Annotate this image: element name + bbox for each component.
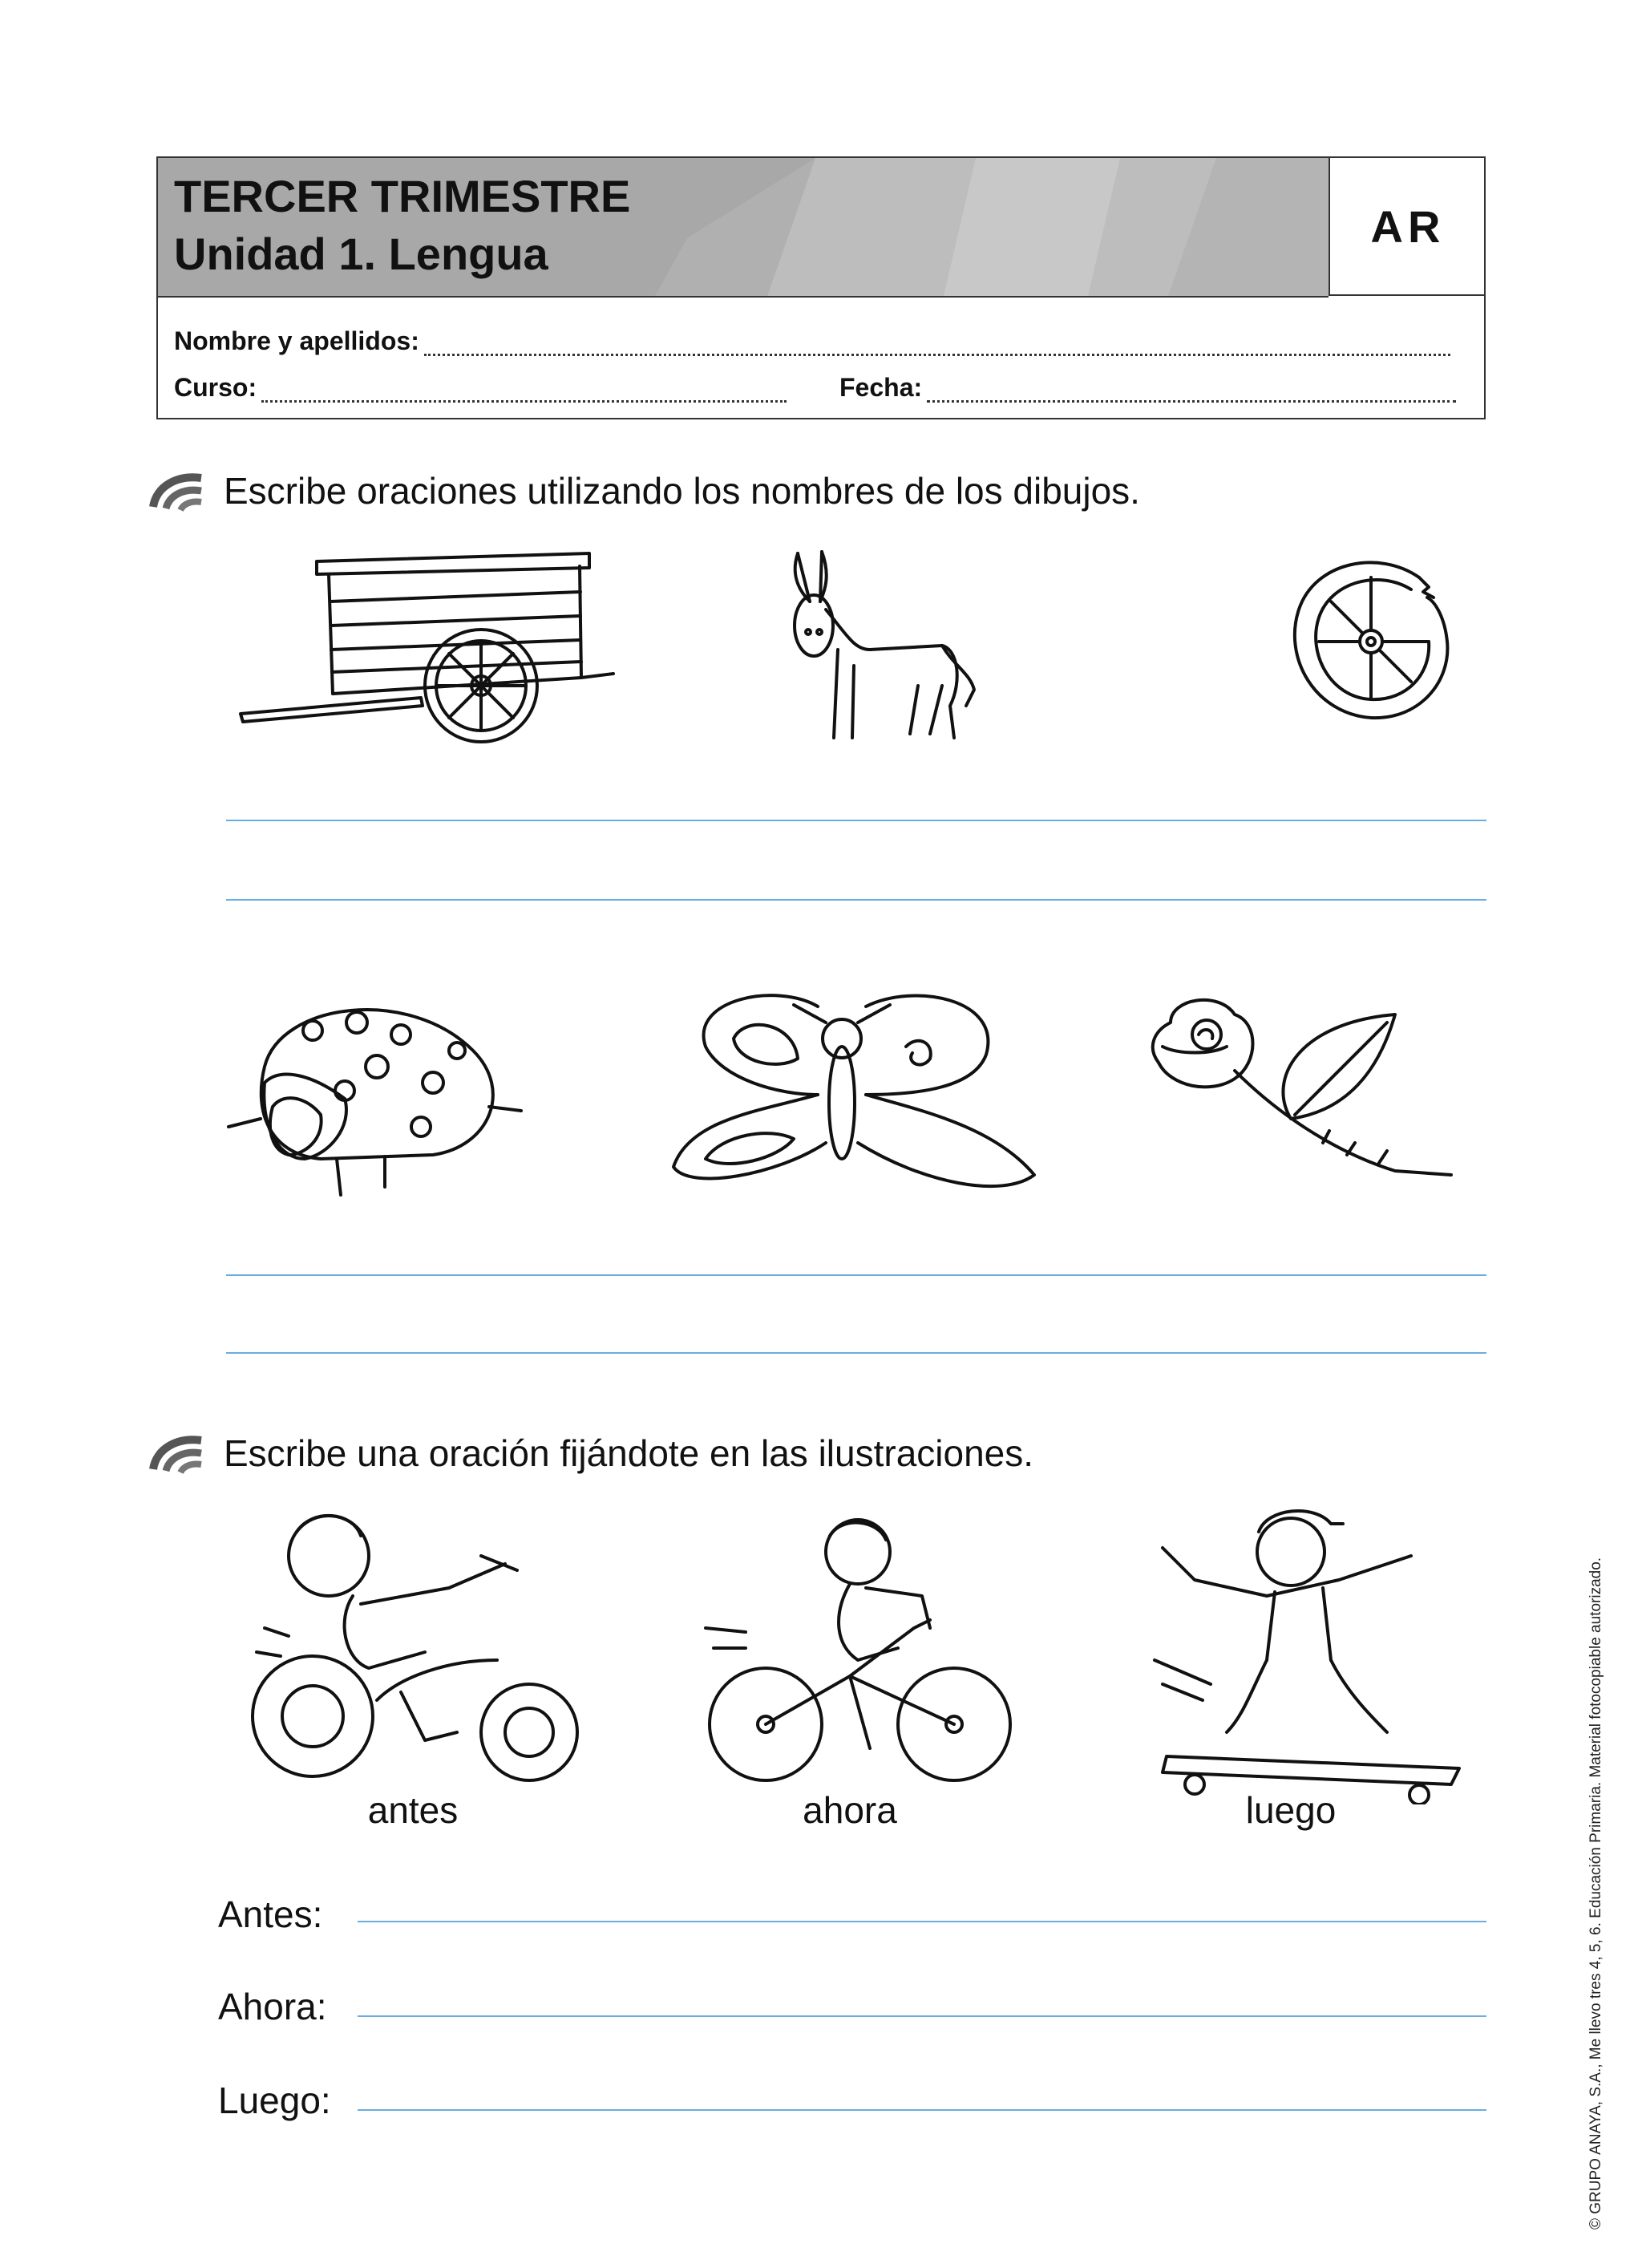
course-label: Curso: — [174, 373, 257, 402]
writing-line[interactable] — [226, 820, 1486, 821]
course-field[interactable] — [174, 373, 787, 403]
child-bicycle-icon — [698, 1508, 1018, 1788]
label-ahora: Ahora: — [218, 1986, 327, 2027]
title-line-2: Unidad 1. Lengua — [174, 229, 548, 279]
title-line-1: TERCER TRIMESTRE — [174, 171, 631, 221]
course-dotted-line[interactable] — [261, 383, 787, 403]
child-tricycle-icon — [241, 1500, 593, 1788]
level-code: AR — [1329, 158, 1486, 296]
exercise-icon — [148, 470, 206, 512]
name-label: Nombre y apellidos: — [174, 326, 419, 355]
cart-icon — [237, 545, 621, 754]
header-box — [156, 156, 1486, 419]
title-banner — [158, 158, 1329, 298]
date-label: Fecha: — [839, 373, 923, 402]
name-field[interactable] — [174, 326, 1450, 356]
date-dotted-line[interactable] — [927, 383, 1456, 403]
name-dotted-line[interactable] — [424, 336, 1450, 356]
exercise-1-instruction: Escribe oraciones utilizando los nombres de los dibujos. — [148, 469, 1140, 512]
caption-ahora: ahora — [803, 1789, 897, 1831]
caption-antes: antes — [367, 1789, 459, 1831]
label-antes: Antes: — [218, 1893, 323, 1935]
copyright-notice: © GRUPO ANAYA, S.A., Me llevo tres 4, 5, 6. Educación Primaria. Material fotocopiable autorizado. — [1587, 1557, 1604, 2230]
butterfly-icon — [657, 990, 1042, 1199]
writing-line[interactable] — [226, 899, 1486, 901]
wheel-icon — [1283, 553, 1459, 730]
rose-icon — [1138, 990, 1475, 1199]
label-luego: Luego: — [218, 2080, 331, 2121]
date-field[interactable] — [839, 373, 1456, 403]
caption-luego: luego — [1245, 1789, 1337, 1831]
writing-line[interactable] — [226, 1274, 1486, 1276]
writing-line-ahora[interactable] — [358, 2015, 1486, 2017]
writing-line-antes[interactable] — [358, 1921, 1486, 1922]
writing-line-luego[interactable] — [358, 2109, 1486, 2111]
exercise-2-instruction: Escribe una oración fijándote en las ilustraciones. — [148, 1432, 1033, 1475]
ladybug-icon — [224, 986, 529, 1203]
donkey-icon — [782, 545, 990, 754]
exercise-icon — [148, 1432, 206, 1474]
writing-line[interactable] — [226, 1352, 1486, 1354]
child-skateboard-icon — [1147, 1500, 1483, 1804]
